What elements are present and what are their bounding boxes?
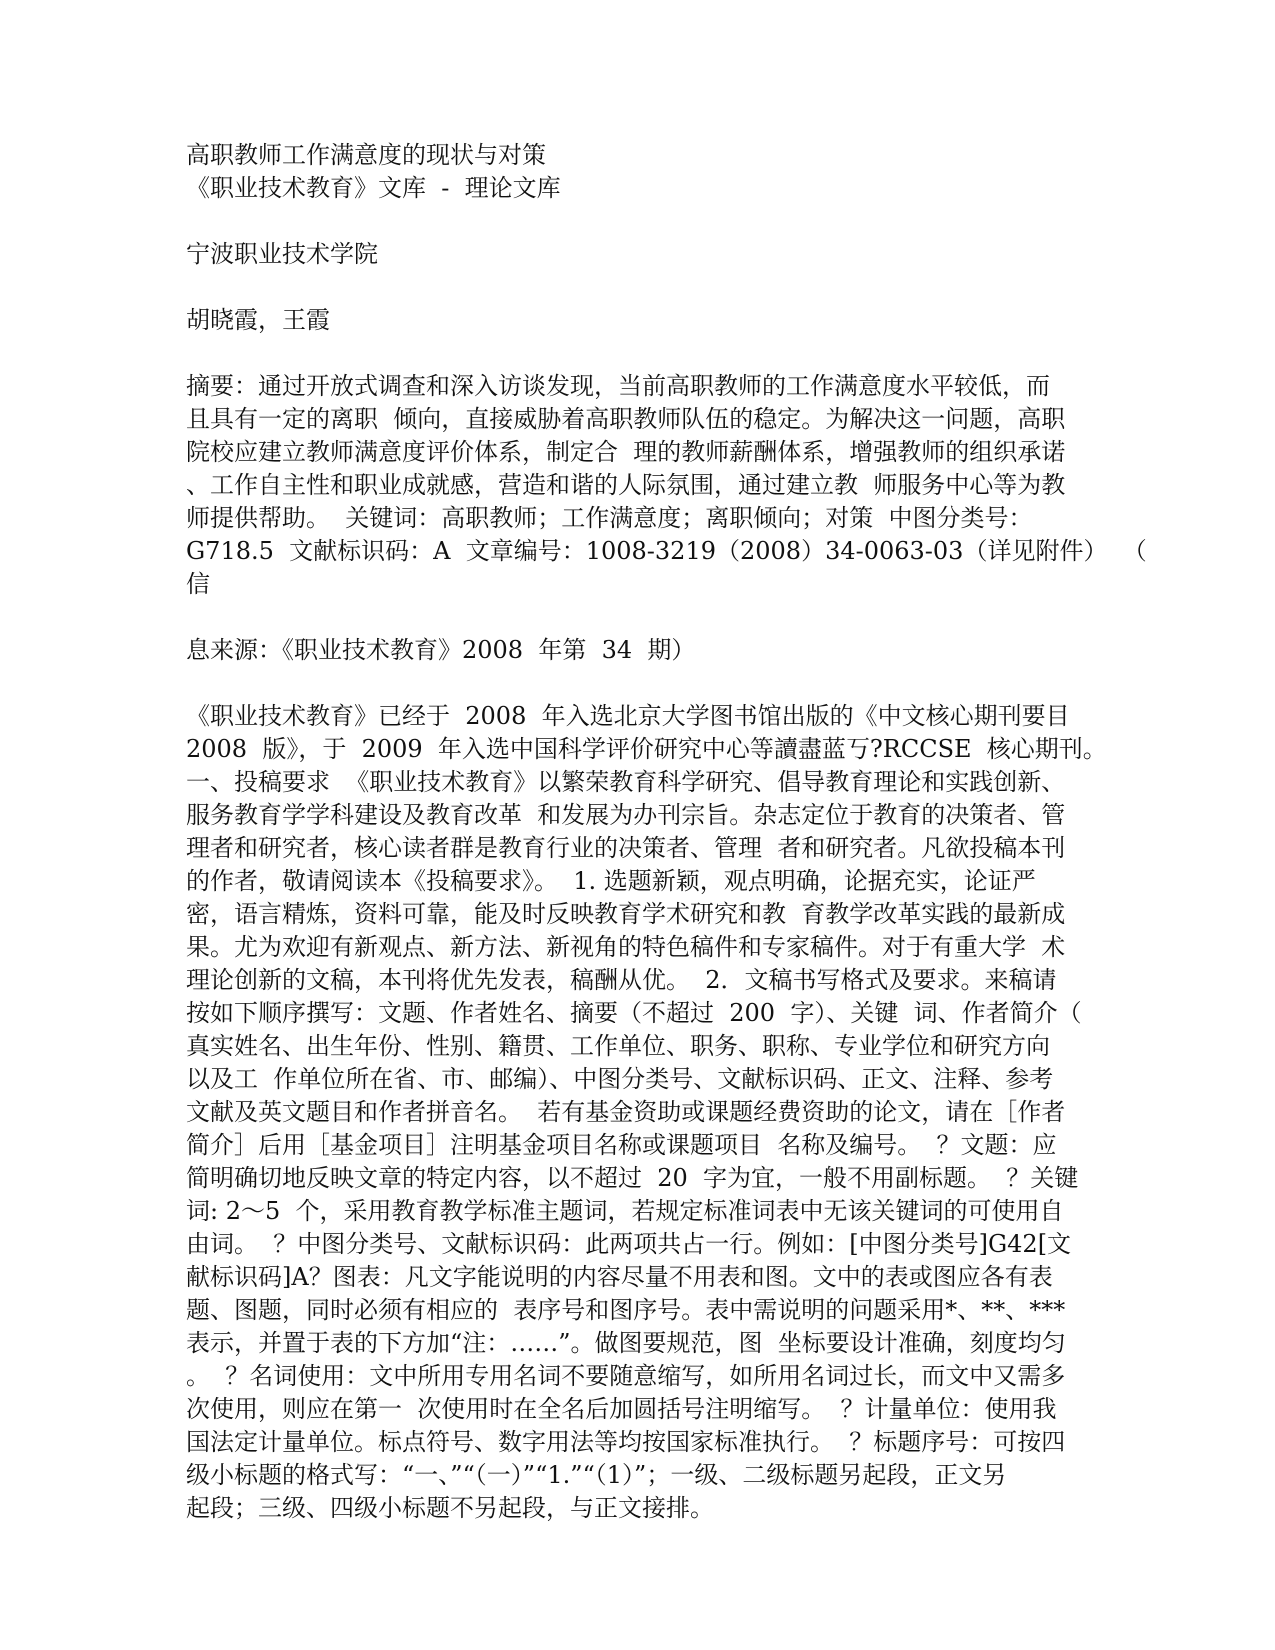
body-line: 按如下顺序撰写：文题、作者姓名、摘要（不超过 200 字）、关键 词、作者简介（ [186,999,1082,1027]
body-line: 起段；三级、四级小标题不另起段，与正文接排。 [186,1494,714,1522]
body-line: 题、图题，同时必须有相应的 表序号和图序号。表中需说明的问题采用*、**、*** [186,1296,1066,1324]
body-line: 2008 版》，于 2009 年入选中国科学评价研究中心等讀盡蓝丂?RCCSE 核心期刊。 [186,735,1107,763]
body-line: 密，语言精炼，资料可靠，能及时反映教育学术研究和教 育教学改革实践的最新成 [186,900,1066,928]
affiliation: 宁波职业技术学院 [186,240,378,268]
body-text [186,700,1107,1525]
body-line: 次使用，则应在第一 次使用时在全名后加圆括号注明缩写。 ？计量单位：使用我 [186,1395,1057,1423]
body-line: 理论创新的文稿，本刊将优先发表，稿酬从优。 2．文稿书写格式及要求。来稿请 [186,966,1057,994]
abstract-line: 院校应建立教师满意度评价体系，制定合 理的教师薪酬体系，增强教师的组织承诺 [186,438,1066,466]
body-line: 词: 2～5 个，采用教育教学标准主题词，若规定标准词表中无该关键词的可使用自 [186,1197,1064,1225]
abstract-line: 师提供帮助。 关键词：高职教师；工作满意度；离职倾向；对策 中图分类号： [186,504,1033,532]
abstract-line: 、工作自主性和职业成就感，营造和谐的人际氛围，通过建立教 师服务中心等为教 [186,471,1066,499]
body-line: 一、投稿要求 《职业技术教育》以繁荣教育科学研究、倡导教育理论和实践创新、 [186,768,1066,796]
authors: 胡晓霞，王霞 [186,306,330,334]
body-line: 由词。 ？中图分类号、文献标识码：此两项共占一行。例如：[中图分类号]G42[文 [186,1230,1072,1258]
article-subtitle: 《职业技术教育》文库 - 理论文库 [186,174,561,202]
body-line: 简明确切地反映文章的特定内容，以不超过 20 字为宜，一般不用副标题。 ？关键 [186,1164,1079,1192]
abstract-line: G718.5 文献标识码：A 文章编号：1008-3219（2008）34-0063-03（详见附件） （ [186,537,1147,565]
authors-block [186,304,1091,337]
body-line: 级小标题的格式写：“一、”“（一）”“1.”“（1）”；一级、二级标题另起段，正文另 [186,1461,1007,1489]
body-line: 文献及英文题目和作者拼音名。 若有基金资助或课题经费资助的论文，请在［作者 [186,1098,1066,1126]
body-line: 国法定计量单位。标点符号、数字用法等均按国家标准执行。 ？标题序号：可按四 [186,1428,1066,1456]
source-line: 息来源：《职业技术教育》2008 年第 34 期） [186,636,696,664]
body-line: 献标识码]A？图表：凡文字能说明的内容尽量不用表和图。文中的表或图应各有表 [186,1263,1053,1291]
abstract-line: 且具有一定的离职 倾向，直接威胁着高职教师队伍的稳定。为解决这一问题，高职 [186,405,1066,433]
body-line: 《职业技术教育》已经于 2008 年入选北京大学图书馆出版的《中文核心期刊要目 [186,702,1070,730]
body-line: 表示，并置于表的下方加“注：……”。做图要规范，图 坐标要设计准确，刻度均匀 [186,1329,1066,1357]
title-block [186,139,1091,205]
body-line: 真实姓名、出生年份、性别、籍贯、工作单位、职务、职称、专业学位和研究方向 [186,1032,1050,1060]
body-line: 果。尤为欢迎有新观点、新方法、新视角的特色稿件和专家稿件。对于有重大学 术 [186,933,1066,961]
body-line: 。 ？名词使用：文中所用专用名词不要随意缩写，如所用名词过长，而文中又需多 [186,1362,1066,1390]
body-line: 以及工 作单位所在省、市、邮编）、中图分类号、文献标识码、正文、注释、参考 [186,1065,1054,1093]
body-line: 简介］后用［基金项目］注明基金项目名称或课题项目 名称及编号。 ？文题：应 [186,1131,1057,1159]
body-line: 服务教育学学科建设及教育改革 和发展为办刊宗旨。杂志定位于教育的决策者、管 [186,801,1066,829]
abstract-line: 摘要：通过开放式调查和深入访谈发现，当前高职教师的工作满意度水平较低，而 [186,372,1050,400]
body-line: 理者和研究者，核心读者群是教育行业的决策者、管理 者和研究者。凡欲投稿本刊 [186,834,1066,862]
document-content [186,139,1147,1525]
affiliation-block [186,238,1091,271]
article-title: 高职教师工作满意度的现状与对策 [186,141,546,169]
source-block [186,634,1091,667]
abstract-block [186,370,1147,601]
body-line: 的作者，敬请阅读本《投稿要求》。 1. 选题新颖，观点明确，论据充实，论证严 [186,867,1036,895]
abstract-line: 信 [186,570,210,598]
